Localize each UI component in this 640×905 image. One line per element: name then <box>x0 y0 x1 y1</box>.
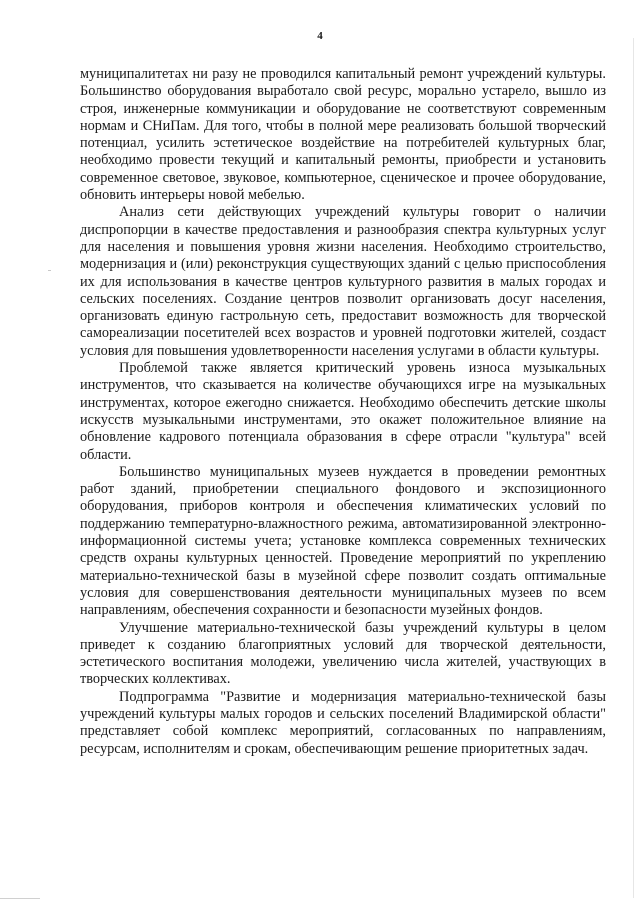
paragraph-instruments: Проблемой также является критический уровень износа музыкальных инструментов, что сказывается на количестве обучающихся игре на музыкальных инструментах, которое ежегодно снижается. Необходимо обеспечить детские школы искусств музыкальными инструментами, это окажет положительное влияние на обновление кадрового потенциала образования в сфере отрасли "культура" всей области. <box>80 360 606 463</box>
scan-edge <box>633 38 634 898</box>
page-number: 4 <box>317 30 323 42</box>
paragraph-network-analysis: Анализ сети действующих учреждений культуры говорит о наличии диспропорции в качестве предоставления и разнообразия спектра культурных услуг для населения и повышения уровня жизни населения. Необходимо строительство, модернизация и (или) реконструкция существующих зданий с целью приспособления их для использования в качестве центров культурного развития в малых городах и сельских поселениях. Создание центров позволит организовать досуг населения, организовать единую гастрольную сеть, предоставит возможность для творческой самореализации посетителей всех возрастов и уровней подготовки жителей, создаст условия для повышения удовлетворенности населения услугами в области культуры. <box>80 204 606 359</box>
document-body <box>80 66 606 758</box>
scan-artifact <box>48 270 51 271</box>
paragraph-improvement: Улучшение материально-технической базы учреждений культуры в целом приведет к созданию благоприятных условий для творческой деятельности, эстетического воспитания молодежи, увеличению числа жителей, участвующих в творческих коллективах. <box>80 619 606 688</box>
paragraph-continuation: муниципалитетах ни разу не проводился капитальный ремонт учреждений культуры. Большинство оборудования выработало свой ресурс, морально устарело, вышло из строя, инженерные коммуникации и оборудование не соответствуют современным нормам и СНиПам. Для того, чтобы в полной мере реализовать большой творческий потенциал, усилить эстетическое воздействие на потребителей культурных благ, необходимо провести текущий и капитальный ремонты, приобрести и установить современное световое, звуковое, компьютерное, сценическое и прочее оборудование, обновить интерьеры новой мебелью. <box>80 66 606 204</box>
scan-artifact-bottom <box>0 898 40 899</box>
paragraph-museums: Большинство муниципальных музеев нуждается в проведении ремонтных работ зданий, приобретении специального фондового и экспозиционного оборудования, приборов контроля и обеспечения климатических условий по поддержанию температурно-влажностного режима, автоматизированной электронно-информационной системы учета; установке комплекса современных технических средств охраны культурных ценностей. Проведение мероприятий по укреплению материально-технической базы в музейной сфере позволит создать оптимальные условия для совершенствования деятельности муниципальных музеев по всем направлениям, обеспечения сохранности и безопасности музейных фондов. <box>80 463 606 619</box>
paragraph-subprogram: Подпрограмма "Развитие и модернизация материально-технической базы учреждений культуры малых городов и сельских поселений Владимирской области" представляет собой комплекс мероприятий, согласованных по направлениям, ресурсам, исполнителям и срокам, обеспечивающим решение приоритетных задач. <box>80 688 606 757</box>
